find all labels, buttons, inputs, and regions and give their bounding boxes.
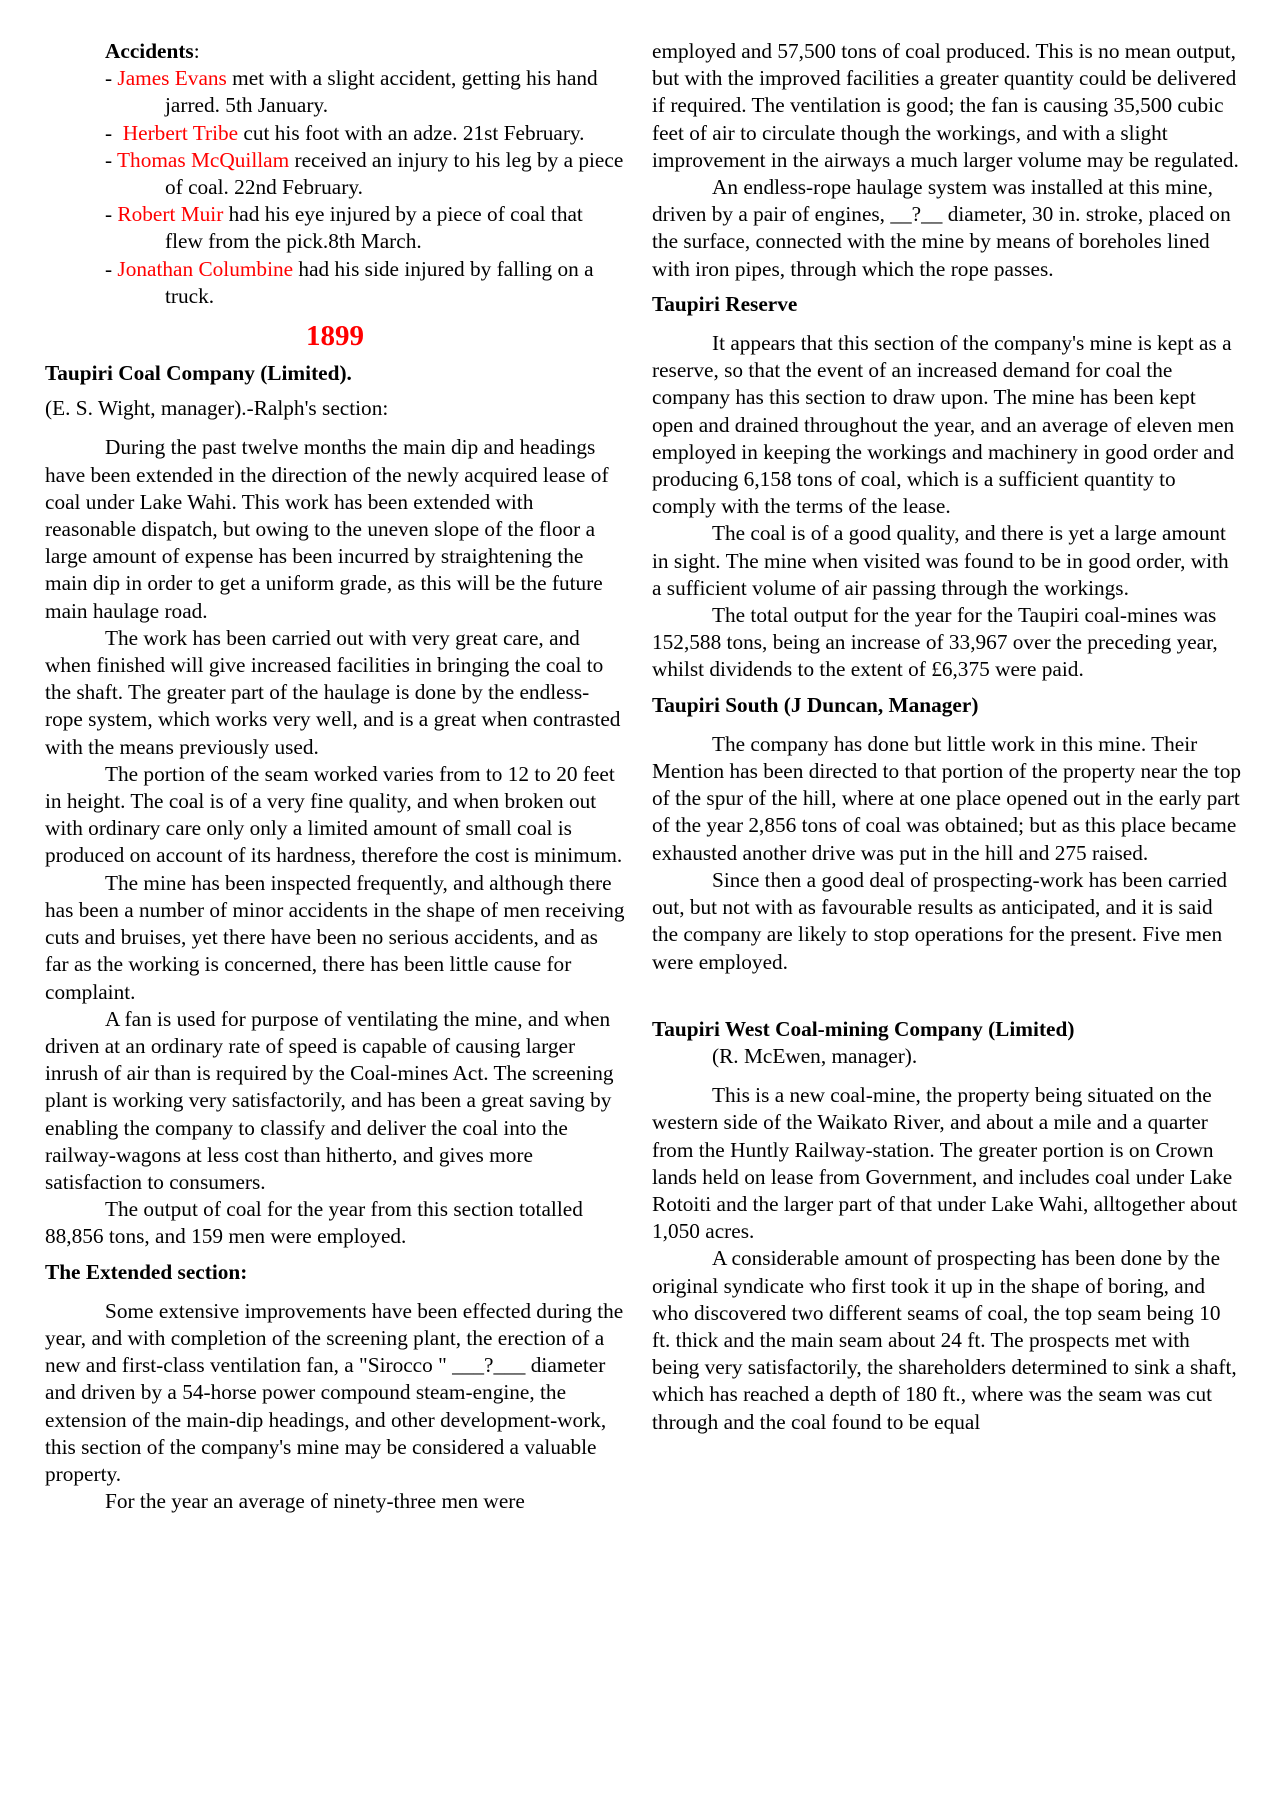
accident-item: [105, 147, 625, 201]
year-heading: 1899: [306, 320, 364, 353]
manager-line: (R. McEwen, manager).: [712, 1043, 918, 1068]
paragraph: The mine has been inspected frequently, and although there has been a number of minor accidents in the shape of men receiving cuts and bruises, yet there have been no serious accidents, and as far as the working is concerned, there has been little cause for complaint.: [45, 870, 625, 1004]
accident-description: had his side injured by falling on a truck.: [165, 256, 594, 308]
paragraph: The portion of the seam worked varies from to 12 to 20 feet in height. The coal is of a very fine quality, and when broken out with ordinary care only only a limited amount of small coal is produced on account of its hardness, therefore the cost is minimum.: [45, 761, 623, 868]
paragraph: A considerable amount of prospecting has been done by the original syndicate who first took it up in the shape of boring, and who discovered two different seams of coal, the top seam being 10 ft. thick and the main seam about 24 ft. The prospects met with being very satisfactorily, the shareholders determined to sink a shaft, which has reached a depth of 180 ft., where was the seam was cut through and the coal found to be equal: [652, 1246, 1237, 1434]
list-dash: -: [105, 202, 118, 227]
paragraph: It appears that this section of the company's mine is kept as a reserve, so that the event of an increased demand for coal the company has this section to draw upon. The mine has been kept open and drained throughout the year, and an average of eleven men employed in keeping the workings and machinery in good order and producing 6,158 tons of coal, which is a sufficient quantity to comply with the terms of the lease.: [652, 331, 1235, 519]
section-heading-taupiri-west: Taupiri West Coal-mining Company (Limited): [652, 1016, 1075, 1041]
section-heading-taupiri-coal: Taupiri Coal Company (Limited).: [45, 361, 352, 386]
list-dash: -: [105, 147, 118, 172]
paragraph: The coal is of a good quality, and there is yet a large amount in sight. The mine when visited was found to be in good order, with a sufficient volume of air passing through the workings.: [652, 521, 1229, 600]
paragraph: The total output for the year for the Taupiri coal-mines was 152,588 tons, being an increase of 33,967 over the preceding year, whilst dividends to the extent of £6,375 were paid.: [652, 603, 1218, 682]
accident-item: [105, 120, 625, 147]
paragraph: Since then a good deal of prospecting-work has been carried out, but not with as favourable results as anticipated, and it is said the company are likely to stop operations for the present. Five men were employed.: [652, 867, 1228, 974]
person-name: Thomas McQuillam: [117, 147, 290, 172]
right-column: [652, 38, 1242, 1436]
paragraph: The output of coal for the year from this section totalled 88,856 tons, and 159 men were employed.: [45, 1197, 583, 1249]
paragraph: For the year an average of ninety-three men were: [105, 1489, 525, 1514]
accidents-title: Accidents: [105, 39, 194, 63]
list-dash: -: [105, 256, 118, 281]
accidents-section: [45, 38, 625, 310]
person-name: Robert Muir: [117, 202, 224, 227]
accident-item: [105, 256, 625, 310]
list-dash: -: [105, 120, 123, 145]
paragraph: This is a new coal-mine, the property being situated on the western side of the Waikato River, and about a mile and a quarter from the Huntly Railway-station. The greater portion is on Crown lands held on lease from Government, and includes coal under Lake Rotoiti and the larger part of that under Lake Wahi, alltogether about 1,050 acres.: [652, 1083, 1238, 1244]
accidents-heading: [105, 38, 625, 65]
person-name: Herbert Tribe: [122, 120, 239, 145]
accident-description: met with a slight accident, getting his hand jarred. 5th January.: [165, 66, 598, 118]
paragraph: During the past twelve months the main dip and headings have been extended in the direction of the newly acquired lease of coal under Lake Wahi. This work has been extended with reasonable dispatch, but owing to the uneven slope of the floor a large amount of expense has been incurred by straightening the main dip in order to get a uniform grade, as this will be the future main haulage road.: [45, 435, 609, 623]
accident-description: received an injury to his leg by a piece of coal. 22nd February.: [165, 147, 624, 200]
paragraph: The company has done but little work in this mine. Their Mention has been directed to that portion of the property near the top of the spur of the hill, where at one place opened out in the early part of the year 2,856 tons of coal was obtained; but as this place became exhausted another drive was put in the hill and 275 raised.: [652, 731, 1242, 865]
paragraph: Some extensive improvements have been effected during the year, and with completion of the screening plant, the erection of a new and first-class ventilation fan, a "Sirocco " ___?___ diameter and driven by a 54-horse power compound steam-engine, the extension of the main-dip headings, and other development-work, this section of the company's mine may be considered a valuable property.: [45, 1298, 624, 1486]
paragraph: A fan is used for purpose of ventilating the mine, and when driven at an ordinary rate of speed is capable of causing larger inrush of air than is required by the Coal-mines Act. The screening plant is working very satisfactorily, and has been a great saving by enabling the company to classify and deliver the coal into the railway-wagons at less cost than hitherto, and gives more satisfaction to consumers.: [45, 1006, 614, 1194]
accident-item: [105, 65, 625, 119]
manager-line: (E. S. Wight, manager).-Ralph's section:: [45, 396, 389, 421]
paragraph: An endless-rope haulage system was installed at this mine, driven by a pair of engines, __?__ diameter, 30 in. stroke, placed on the surface, connected with the mine by means of boreholes lined with iron pipes, through which the rope passes.: [652, 175, 1231, 281]
left-column: [45, 38, 625, 1515]
accident-description: cut his foot with an adze. 21st February.: [238, 120, 585, 145]
accident-description: had his eye injured by a piece of coal that flew from the pick.8th March.: [165, 202, 583, 254]
section-heading-extended: The Extended section:: [45, 1259, 248, 1284]
paragraph-continued: employed and 57,500 tons of coal produced. This is no mean output, but with the improved facilities a greater quantity could be delivered if required. The ventilation is good; the fan is causing 35,500 cubic feet of air to circulate though the workings, and with a slight improvement in the airways a much larger volume may be regulated.: [652, 39, 1239, 172]
person-name: James Evans: [117, 66, 227, 91]
person-name: Jonathan Columbine: [117, 256, 294, 281]
section-heading-taupiri-reserve: Taupiri Reserve: [652, 291, 798, 316]
section-heading-taupiri-south: Taupiri South (J Duncan, Manager): [652, 692, 979, 717]
paragraph: The work has been carried out with very great care, and when finished will give increased facilities in bringing the coal to the shaft. The greater part of the haulage is done by the endless-rope system, which works very well, and is a great when contrasted with the means previously used.: [45, 625, 621, 759]
accidents-title-colon: :: [193, 39, 200, 63]
list-dash: -: [105, 66, 118, 91]
accident-item: [105, 201, 625, 255]
